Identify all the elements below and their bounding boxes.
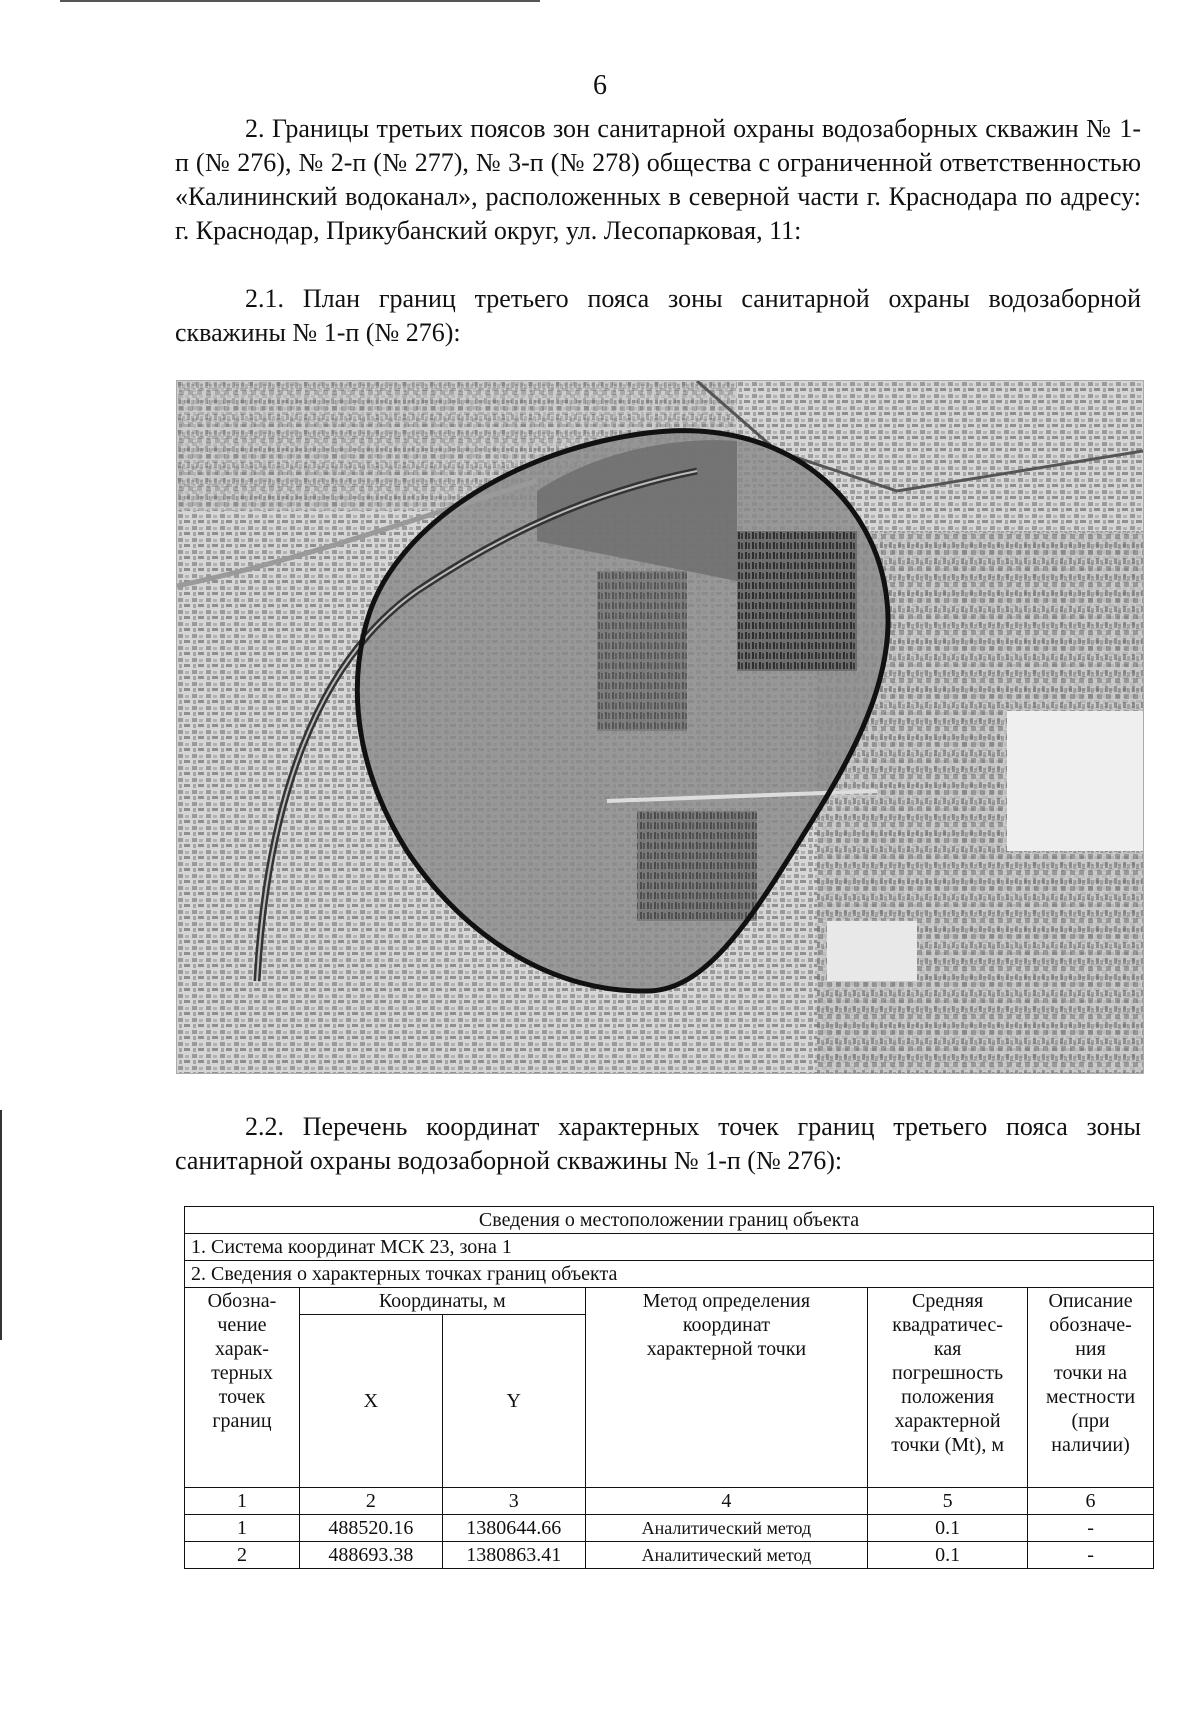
residential-dense-1 [597,571,687,731]
coordinate-system: 1. Система координат МСК 23, зона 1 [185,1234,1154,1261]
point-number: 1 [185,1515,300,1542]
section-2-paragraph [175,112,1141,248]
section-2-2-number: 2.2. [245,1112,284,1141]
point-mt: 0.1 [868,1515,1028,1542]
section-2-2-paragraph [175,1110,1141,1178]
point-number: 2 [185,1542,300,1569]
table-title-row [185,1207,1154,1234]
column-number: 2 [299,1488,442,1515]
map-white-area-2 [827,921,917,981]
top-scan-line [60,0,540,2]
residential-dense-2 [637,811,757,921]
zone-map [176,380,1144,1074]
point-description: - [1028,1542,1154,1569]
left-scan-mark [0,1110,2,1340]
point-mt: 0.1 [868,1542,1028,1569]
section-2-text: Границы третьих поясов зон санитарной охраны водозаборных скважин № 1-п (№ 276), № 2-п (№ 277), № 3-п (№ 278) общества с ограниченной ответственностью «Калининский водоканал», расположенных в северной части г. Краснодара по адресу: г. Краснодар, Прикубанский округ, ул. Лесопарковая, 11: [175,114,1141,245]
points-header: 2. Сведения о характерных точках границ объекта [185,1261,1154,1288]
point-description: - [1028,1515,1154,1542]
header-designation: Обозна- чение харак- терных точек границ [185,1288,300,1488]
table-row [185,1515,1154,1542]
industrial-block-dense [737,531,857,671]
header-coordinates: Координаты, м [299,1288,585,1315]
column-numbers-row [185,1488,1154,1515]
point-y: 1380644.66 [442,1515,585,1542]
header-method: Метод определения координат характерной точки [585,1288,868,1488]
header-description: Описание обозначе- ния точки на местности (при наличии) [1028,1288,1154,1488]
section-2-1-text: План границ третьего пояса зоны санитарной охраны водозаборной скважины № 1-п (№ 276): [175,284,1142,347]
column-number: 4 [585,1488,868,1515]
table-system-row [185,1234,1154,1261]
table-header-row [185,1288,1154,1315]
section-2-1-paragraph [175,282,1141,350]
column-number: 6 [1028,1488,1154,1515]
table-row [185,1542,1154,1569]
point-y: 1380863.41 [442,1542,585,1569]
section-2-number: 2. [245,114,265,143]
header-error: Средняя квадратичес- кая погрешность положения характерной точки (Mt), м [868,1288,1028,1488]
table-title: Сведения о местоположении границ объекта [185,1207,1154,1234]
point-x: 488520.16 [299,1515,442,1542]
point-x: 488693.38 [299,1542,442,1569]
column-number: 1 [185,1488,300,1515]
table-points-header-row [185,1261,1154,1288]
section-2-2-text: Перечень координат характерных точек границ третьего пояса зоны санитарной охраны водозаборной скважины № 1-п (№ 276): [175,1112,1142,1175]
section-2-1-number: 2.1. [245,284,284,313]
point-method: Аналитический метод [585,1542,868,1569]
coordinates-table [184,1206,1154,1569]
header-x: X [299,1315,442,1488]
header-y: Y [442,1315,585,1488]
page-number: 6 [593,70,607,101]
column-number: 3 [442,1488,585,1515]
zone-map-image [177,381,1143,1073]
map-white-area [1007,711,1143,851]
point-method: Аналитический метод [585,1515,868,1542]
column-number: 5 [868,1488,1028,1515]
